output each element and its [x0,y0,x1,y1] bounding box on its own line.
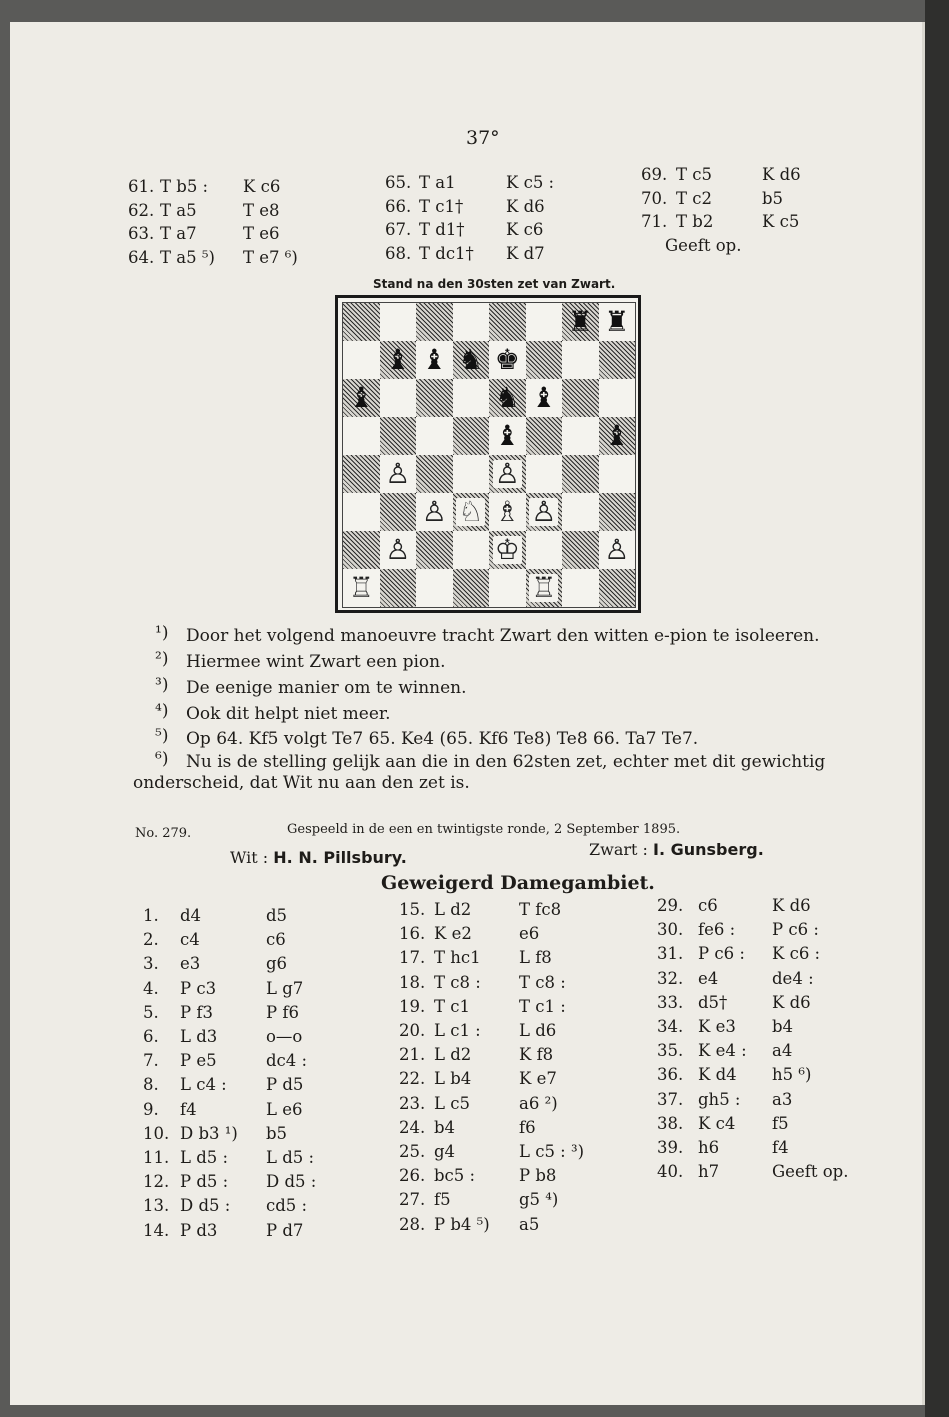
move-number: 10. [143,1123,170,1143]
black-move: K d6 [506,196,545,216]
black-move: L f8 [519,948,552,968]
move-number: 24. [399,1117,426,1137]
white-move: P c3 [180,978,217,998]
chess-piece: ♝ [348,381,374,414]
black-move: P f6 [266,1002,299,1022]
board-square [380,455,417,493]
black-move: dc4 : [266,1051,308,1071]
board-square [416,531,453,569]
black-move: g6 [266,954,288,974]
black-move: T e6 [243,224,280,243]
chess-piece: ♙ [385,457,411,490]
chess-board [342,302,636,608]
board-square [343,493,380,531]
white-move: f5 [434,1190,451,1210]
black-move: h5 ⁶) [772,1065,812,1085]
black-move: a5 [519,1214,540,1234]
board-square [453,379,490,417]
board-square [599,379,636,417]
white-move: P e5 [180,1051,217,1071]
white-move: K e4 : [698,1041,747,1061]
white-move: L d2 [434,1045,472,1065]
chess-piece: ♜ [604,305,630,338]
black-move: b5 [266,1123,288,1143]
board-square [416,417,453,455]
white-move: c6 [698,896,718,915]
black-move: a6 ²) [519,1093,558,1113]
white-move: bc5 : [434,1166,476,1186]
white-move: L c5 [434,1093,470,1113]
game-info: Gespeeld in de een en twintigste ronde, 2 September 1895. [287,822,681,837]
white-move: c4 [180,930,200,950]
board-square [599,531,636,569]
white-move: f4 [180,1099,197,1119]
board-square [380,303,417,341]
white-move: P f3 [180,1002,213,1022]
board-square [489,531,526,569]
board-square [416,379,453,417]
white-move: T a1 [419,173,456,192]
footnote-6-continuation: onderscheid, dat Wit nu aan den zet is. [133,773,470,793]
move-number: 13. [143,1196,170,1216]
move-number: 20. [399,1021,426,1040]
white-move: h6 [698,1138,720,1157]
white-move: T c5 [676,165,712,184]
board-square [453,455,490,493]
white-move: L d2 [434,900,472,919]
footnote-mark: ⁶) [155,749,169,769]
white-move: K d4 [698,1065,737,1085]
top-result: Geeft op. [665,236,742,255]
chess-piece: ♖ [531,571,557,604]
move-number: 1. [143,906,159,925]
diagram-caption: Stand na den 30sten zet van Zwart. [373,277,616,291]
black-move: K c5 : [506,173,555,192]
white-move: T hc1 [434,948,481,968]
move-number: 37. [657,1089,684,1109]
black-move: b5 [762,188,784,208]
white-move: D b3 ¹) [180,1123,238,1143]
black-move: K f8 [519,1045,554,1065]
chess-piece: ♙ [421,495,447,528]
move-number: 7. [143,1051,159,1071]
white-move: T a7 [160,224,197,243]
move-number: 28. [399,1214,426,1234]
black-move: Geeft op. [772,1162,849,1182]
footnote-mark: ⁵) [155,726,169,746]
footnote-text: Hiermee wint Zwart een pion. [186,652,446,672]
board-square [453,417,490,455]
move-number: 15. [399,900,426,919]
move-number: 36. [657,1065,684,1085]
move-number: 64. [128,247,155,267]
black-player-line [589,840,764,859]
white-move: gh5 : [698,1089,741,1109]
move-number: 67. [385,220,412,239]
board-square [416,341,453,379]
move-number: 29. [657,896,684,915]
footnote-text: Door het volgend manoeuvre tracht Zwart den witten e-pion te isoleeren. [186,626,820,646]
move-number: 63. [128,224,155,243]
white-move: T c1† [419,196,464,216]
move-number: 12. [143,1172,170,1192]
move-number: 40. [657,1162,684,1182]
chess-piece: ♜ [567,305,593,338]
white-move: fe6 : [698,920,736,940]
black-move: L e6 [266,1099,303,1119]
board-square [489,455,526,493]
board-square [343,455,380,493]
board-square [380,417,417,455]
black-move: a4 [772,1041,793,1061]
move-number: 8. [143,1075,159,1095]
black-move: K d6 [772,896,811,915]
black-move: K d6 [762,165,801,184]
white-move: b4 [434,1117,456,1137]
move-number: 2. [143,930,159,950]
board-square [562,379,599,417]
move-number: 25. [399,1142,426,1161]
move-number: 31. [657,944,684,964]
white-move: L c4 : [180,1075,227,1095]
board-square [489,417,526,455]
black-move: D d5 : [266,1172,317,1192]
black-move: K d7 [506,243,545,263]
board-square [453,341,490,379]
white-move: e3 [180,954,201,974]
move-number: 27. [399,1190,426,1210]
move-number: 32. [657,968,684,988]
black-move: f6 [519,1117,536,1137]
black-player: I. Gunsberg. [653,840,764,859]
black-move: K c5 [762,212,800,231]
black-move: K e7 [519,1069,557,1089]
black-label: Zwart : [589,840,648,859]
black-move: L c5 : ³) [519,1142,585,1161]
page-number: 37° [466,127,500,149]
board-square [380,569,417,607]
board-square [562,303,599,341]
board-square [562,455,599,493]
black-move: de4 : [772,968,814,988]
white-label: Wit : [230,848,269,867]
move-number: 23. [399,1093,426,1113]
black-move: L g7 [266,978,304,998]
black-move: c6 [266,930,286,950]
board-square [343,417,380,455]
black-move: K c6 : [772,944,821,964]
board-square [416,303,453,341]
move-number: 6. [143,1027,159,1046]
board-square [489,341,526,379]
black-move: L d5 : [266,1148,315,1167]
move-number: 35. [657,1041,684,1061]
black-move: T e8 [243,200,280,220]
black-move: T e7 ⁶) [243,247,298,267]
move-number: 26. [399,1166,426,1186]
white-move: T c2 [676,188,712,208]
board-square [343,341,380,379]
black-move: cd5 : [266,1196,308,1216]
black-move: T fc8 [519,900,562,919]
white-move: T c1 [434,996,470,1016]
black-move: P c6 : [772,920,819,940]
footnote-text: Ook dit helpt niet meer. [186,704,391,724]
board-square [380,493,417,531]
white-move: T a5 ⁵) [160,247,215,267]
white-move: T b5 : [160,177,209,196]
white-move: d4 [180,906,202,925]
board-square [599,569,636,607]
footnote-text: De eenige manier om te winnen. [186,678,467,698]
board-square [599,341,636,379]
footnote-mark: ¹) [155,623,169,643]
white-move: P d5 : [180,1172,229,1192]
white-move: T dc1† [419,243,474,263]
board-square [453,303,490,341]
footnote-mark: ⁴) [155,701,169,721]
white-move: K e2 [434,924,472,944]
white-move: K c4 [698,1113,736,1133]
board-square [453,493,490,531]
chess-piece: ♘ [458,495,484,528]
board-square [489,379,526,417]
white-move: P b4 ⁵) [434,1214,490,1234]
black-move: f5 [772,1113,789,1133]
white-move: L d5 : [180,1148,229,1167]
white-move: K e3 [698,1017,736,1036]
board-square [416,569,453,607]
chess-piece: ♙ [494,457,520,490]
white-move: h7 [698,1162,720,1182]
move-number: 21. [399,1045,426,1065]
chess-piece: ♙ [531,495,557,528]
move-number: 66. [385,196,412,216]
board-square [416,455,453,493]
chess-piece: ♝ [421,343,447,376]
white-move: L c1 : [434,1021,481,1040]
move-number: 30. [657,920,684,940]
white-move: D d5 : [180,1196,231,1216]
board-square [343,569,380,607]
chess-piece: ♖ [348,571,374,604]
chess-diagram [335,295,641,613]
board-square [599,493,636,531]
black-move: g5 ⁴) [519,1190,559,1210]
chess-piece: ♙ [385,533,411,566]
move-number: 14. [143,1220,170,1240]
chess-piece: ♝ [494,419,520,452]
footnote-mark: ³) [155,675,169,695]
move-number: 9. [143,1099,159,1119]
board-square [562,531,599,569]
black-move: T c8 : [519,972,566,992]
move-number: 38. [657,1113,684,1133]
chess-piece: ♚ [494,343,520,376]
board-square [526,455,563,493]
chess-piece: ♝ [604,419,630,452]
white-move: L b4 [434,1069,472,1089]
board-square [453,531,490,569]
black-move: b4 [772,1017,794,1036]
black-move: d5 [266,906,288,925]
board-square [526,303,563,341]
board-square [562,417,599,455]
move-number: 69. [641,165,668,184]
black-move: K c6 [506,220,544,239]
board-square [380,341,417,379]
board-square [380,379,417,417]
white-player-line [230,848,407,867]
black-move: P d7 [266,1220,304,1240]
opening-title: Geweigerd Damegambiet. [381,872,655,894]
black-move: e6 [519,924,540,944]
white-move: P c6 : [698,944,745,964]
board-square [562,569,599,607]
move-number: 3. [143,954,159,974]
white-move: T b2 [676,212,714,231]
white-move: T c8 : [434,972,481,992]
white-move: T a5 [160,200,197,220]
board-square [599,303,636,341]
move-number: 11. [143,1148,170,1167]
white-move: L d3 [180,1027,218,1046]
board-square [489,303,526,341]
chess-piece: ♝ [385,343,411,376]
board-square [489,493,526,531]
move-number: 33. [657,992,684,1012]
move-number: 68. [385,243,412,263]
white-move: g4 [434,1142,456,1161]
chess-piece: ♙ [604,533,630,566]
board-square [562,341,599,379]
footnote-mark: ²) [155,649,169,669]
board-square [416,493,453,531]
board-square [526,569,563,607]
white-move: P d3 [180,1220,218,1240]
move-number: 71. [641,212,668,231]
move-number: 22. [399,1069,426,1089]
black-move: P b8 [519,1166,557,1186]
black-move: f4 [772,1138,789,1157]
move-number: 4. [143,978,159,998]
black-move: o—o [266,1027,303,1046]
chess-piece: ♝ [531,381,557,414]
white-player: H. N. Pillsbury. [273,848,407,867]
board-square [343,303,380,341]
footnote-text: Nu is de stelling gelijk aan die in den 62sten zet, echter met dit gewichtig [186,752,826,772]
move-number: 34. [657,1017,684,1036]
board-square [489,569,526,607]
board-square [343,379,380,417]
move-number: 19. [399,996,426,1016]
white-move: T d1† [419,220,465,239]
page-edge [925,0,949,1417]
black-move: L d6 [519,1021,557,1040]
move-number: 16. [399,924,426,944]
move-number: 61. [128,177,155,196]
board-square [526,531,563,569]
move-number: 62. [128,200,155,220]
board-square [526,493,563,531]
chess-piece: ♔ [494,533,520,566]
game-number: No. 279. [135,826,192,841]
move-number: 39. [657,1138,684,1157]
black-move: P d5 [266,1075,304,1095]
move-number: 17. [399,948,426,968]
white-move: d5† [698,992,728,1012]
board-square [380,531,417,569]
chess-piece: ♞ [494,381,520,414]
board-square [599,455,636,493]
move-number: 70. [641,188,668,208]
board-square [599,417,636,455]
chess-piece: ♞ [458,343,484,376]
footnote-text: Op 64. Kf5 volgt Te7 65. Ke4 (65. Kf6 Te8) Te8 66. Ta7 Te7. [186,729,699,749]
board-square [526,379,563,417]
board-square [562,493,599,531]
board-square [343,531,380,569]
chess-piece: ♗ [494,495,520,528]
black-move: a3 [772,1089,793,1109]
black-move: T c1 : [519,996,566,1016]
board-square [453,569,490,607]
move-number: 18. [399,972,426,992]
board-square [526,417,563,455]
move-number: 5. [143,1002,159,1022]
black-move: K d6 [772,992,811,1012]
move-number: 65. [385,173,412,192]
white-move: e4 [698,968,719,988]
board-square [526,341,563,379]
black-move: K c6 [243,177,281,196]
